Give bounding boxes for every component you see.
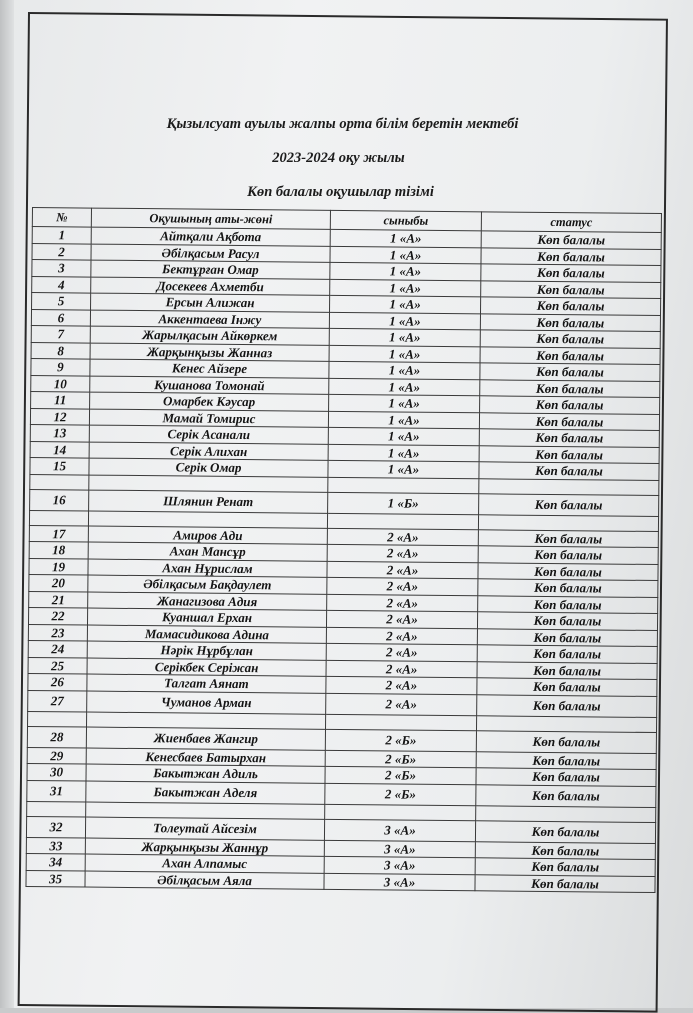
student-status: Көп балалы	[480, 379, 660, 397]
student-name: Мамасидикова Адина	[87, 625, 326, 644]
student-class: 2 «А»	[326, 660, 477, 678]
row-number: 35	[26, 870, 85, 887]
student-class: 2 «А»	[326, 627, 477, 645]
header-name: Оқушының аты-жөні	[91, 208, 330, 229]
student-class: 2 «А»	[327, 577, 478, 595]
student-class: 1 «А»	[330, 262, 481, 280]
student-status: Көп балалы	[480, 330, 660, 348]
student-status: Көп балалы	[481, 297, 661, 315]
student-status: Көп балалы	[477, 612, 657, 630]
table-body	[26, 227, 661, 893]
student-class: 1 «А»	[329, 328, 480, 346]
student-class: 1 «А»	[328, 411, 479, 429]
student-status: Көп балалы	[478, 579, 658, 597]
student-name: Кушанова Томонай	[90, 376, 329, 395]
header-number: №	[32, 208, 91, 228]
student-status: Көп балалы	[475, 874, 655, 892]
spacer-cell	[326, 714, 477, 730]
student-name: Толеутай Айсезім	[85, 817, 324, 840]
spacer-cell	[327, 513, 478, 529]
student-name: Чуманов Арман	[87, 691, 326, 714]
spacer-cell	[29, 510, 88, 526]
student-status: Көп балалы	[480, 363, 660, 381]
row-number: 27	[28, 690, 87, 712]
student-class: 2 «Б»	[325, 783, 476, 805]
row-number: 17	[29, 525, 88, 542]
student-name: Әбілқасым Бақдаулет	[88, 575, 327, 594]
row-number: 13	[30, 424, 89, 441]
student-class: 1 «А»	[329, 345, 480, 363]
student-status: Көп балалы	[480, 346, 660, 364]
row-number: 33	[26, 837, 85, 854]
student-class: 1 «А»	[328, 444, 479, 462]
student-name: Кенесбаев Батырхан	[86, 748, 325, 767]
spacer-cell	[478, 514, 658, 531]
student-name: Жиенбаев Жангир	[86, 727, 325, 750]
student-status: Көп балалы	[479, 493, 659, 516]
row-number: 9	[31, 358, 90, 375]
student-status: Көп балалы	[477, 628, 657, 646]
row-number: 30	[27, 763, 86, 780]
student-class: 2 «А»	[326, 693, 477, 715]
student-status: Көп балалы	[479, 429, 659, 447]
student-class: 2 «А»	[326, 643, 477, 661]
student-status: Көп балалы	[478, 546, 658, 564]
student-status: Көп балалы	[480, 396, 660, 414]
student-class: 2 «Б»	[325, 750, 476, 768]
student-status: Көп балалы	[477, 661, 657, 679]
student-class: 1 «А»	[328, 427, 479, 445]
student-class: 1 «А»	[330, 295, 481, 313]
row-number: 3	[32, 260, 91, 277]
row-number: 16	[30, 489, 89, 511]
student-class: 3 «А»	[324, 856, 475, 874]
row-number: 26	[28, 673, 87, 690]
row-number: 10	[31, 375, 90, 392]
row-number: 18	[29, 541, 88, 558]
student-class: 2 «А»	[327, 561, 478, 579]
student-status: Көп балалы	[475, 858, 655, 876]
spacer-cell	[27, 801, 86, 817]
student-name: Жарылқасын Айкөркем	[90, 326, 329, 345]
student-class: 1 «А»	[329, 394, 480, 412]
student-status: Көп балалы	[475, 820, 655, 843]
student-class: 1 «А»	[329, 378, 480, 396]
student-status: Көп балалы	[479, 445, 659, 463]
student-status: Көп балалы	[476, 784, 656, 807]
student-name: Куаншал Ерхан	[87, 608, 326, 627]
student-status: Көп балалы	[479, 412, 659, 430]
row-number: 29	[27, 747, 86, 764]
student-status: Көп балалы	[475, 841, 655, 859]
row-number: 20	[29, 574, 88, 591]
academic-year: 2023-2024 оқу жылы	[272, 150, 405, 166]
row-number: 7	[31, 325, 90, 342]
spacer-cell	[476, 715, 656, 732]
student-class: 2 «А»	[327, 528, 478, 546]
spacer-cell	[30, 474, 89, 490]
student-class: 2 «А»	[326, 676, 477, 694]
student-status: Көп балалы	[481, 247, 661, 265]
student-name: Ахан Алпамыс	[85, 854, 324, 873]
row-number: 4	[32, 276, 91, 293]
row-number: 34	[26, 853, 85, 870]
row-number: 2	[32, 243, 91, 260]
student-status: Көп балалы	[476, 751, 656, 769]
student-name: Жанагизова Адия	[88, 592, 327, 611]
student-name: Бакытжан Аделя	[86, 781, 325, 804]
student-class: 1 «А»	[330, 229, 481, 247]
student-name: Жарқынқызы Жаннұр	[85, 838, 324, 857]
list-title: Көп балалы оқушылар тізімі	[247, 184, 434, 200]
student-class: 1 «А»	[330, 246, 481, 264]
student-name: Амиров Ади	[88, 526, 327, 545]
student-name: Кенес Айзере	[90, 359, 329, 378]
student-status: Көп балалы	[478, 562, 658, 580]
student-status: Көп балалы	[477, 678, 657, 696]
row-number: 31	[27, 780, 86, 802]
students-table	[25, 207, 661, 893]
student-name: Бакытжан Адиль	[86, 764, 325, 783]
row-number: 11	[31, 391, 90, 408]
student-class: 1 «А»	[328, 460, 479, 478]
student-class: 1 «Б»	[328, 492, 479, 514]
row-number: 21	[29, 591, 88, 608]
student-name: Омарбек Кәусар	[90, 392, 329, 411]
student-name: Ахан Нұрислам	[88, 559, 327, 578]
student-status: Көп балалы	[481, 280, 661, 298]
row-number: 24	[28, 640, 87, 657]
student-name: Досекеев Ахметби	[91, 277, 330, 296]
student-class: 2 «А»	[327, 544, 478, 562]
student-name: Айтқали Ақбота	[91, 227, 330, 246]
student-status: Көп балалы	[481, 231, 661, 249]
student-class: 1 «А»	[329, 361, 480, 379]
row-number: 8	[31, 342, 90, 359]
row-number: 12	[30, 408, 89, 425]
row-number: 23	[28, 624, 87, 641]
student-name: Әбілқасым Аяла	[85, 871, 324, 890]
student-status: Көп балалы	[477, 694, 657, 717]
school-name: Қызылсуат ауылы жалпы орта білім беретін мектебі	[166, 116, 519, 132]
row-number: 25	[28, 657, 87, 674]
student-status: Көп балалы	[479, 462, 659, 480]
student-name: Серік Асанали	[89, 425, 328, 444]
spacer-cell	[479, 478, 659, 495]
row-number: 28	[27, 726, 86, 748]
student-class: 3 «А»	[324, 819, 475, 841]
student-name: Әбілқасым Расул	[91, 244, 330, 263]
spacer-cell	[28, 711, 87, 727]
student-class: 2 «А»	[327, 594, 478, 612]
student-class: 3 «А»	[324, 873, 475, 891]
student-status: Көп балалы	[476, 730, 656, 753]
student-name: Талгат Аянат	[87, 674, 326, 693]
student-class: 2 «Б»	[325, 766, 476, 784]
student-name: Серік Омар	[89, 458, 328, 477]
header-status: статус	[481, 212, 661, 233]
student-class: 1 «А»	[330, 279, 481, 297]
row-number: 14	[30, 441, 89, 458]
row-number: 6	[31, 309, 90, 326]
spacer-cell	[328, 477, 479, 493]
student-class: 2 «А»	[326, 610, 477, 628]
student-name: Нәрік Нұрбұлан	[87, 641, 326, 660]
row-number: 22	[28, 607, 87, 624]
student-status: Көп балалы	[476, 768, 656, 786]
student-status: Көп балалы	[477, 645, 657, 663]
student-class: 2 «Б»	[325, 729, 476, 751]
student-class: 3 «А»	[324, 840, 475, 858]
spacer-cell	[476, 805, 656, 822]
student-status: Көп балалы	[478, 595, 658, 613]
row-number: 1	[32, 227, 91, 244]
student-status: Көп балалы	[478, 529, 658, 547]
student-status: Көп балалы	[480, 313, 660, 331]
row-number: 19	[29, 558, 88, 575]
header-class: сыныбы	[330, 210, 481, 230]
student-name: Аккентаева Інжу	[90, 310, 329, 329]
student-name: Мамай Томирис	[89, 409, 328, 428]
spacer-cell	[325, 804, 476, 820]
student-name: Шлянин Ренат	[89, 490, 328, 513]
student-name: Ерсын Алижан	[91, 293, 330, 312]
row-number: 32	[26, 816, 85, 838]
student-name: Бектұрған Омар	[91, 260, 330, 279]
student-name: Серік Алихан	[89, 442, 328, 461]
row-number: 15	[30, 457, 89, 474]
student-name: Серікбек Серіжан	[87, 658, 326, 677]
row-number: 5	[32, 293, 91, 310]
student-status: Көп балалы	[481, 264, 661, 282]
student-name: Жарқынқызы Жанназ	[90, 343, 329, 362]
student-name: Ахан Мансұр	[88, 542, 327, 561]
student-class: 1 «А»	[329, 312, 480, 330]
